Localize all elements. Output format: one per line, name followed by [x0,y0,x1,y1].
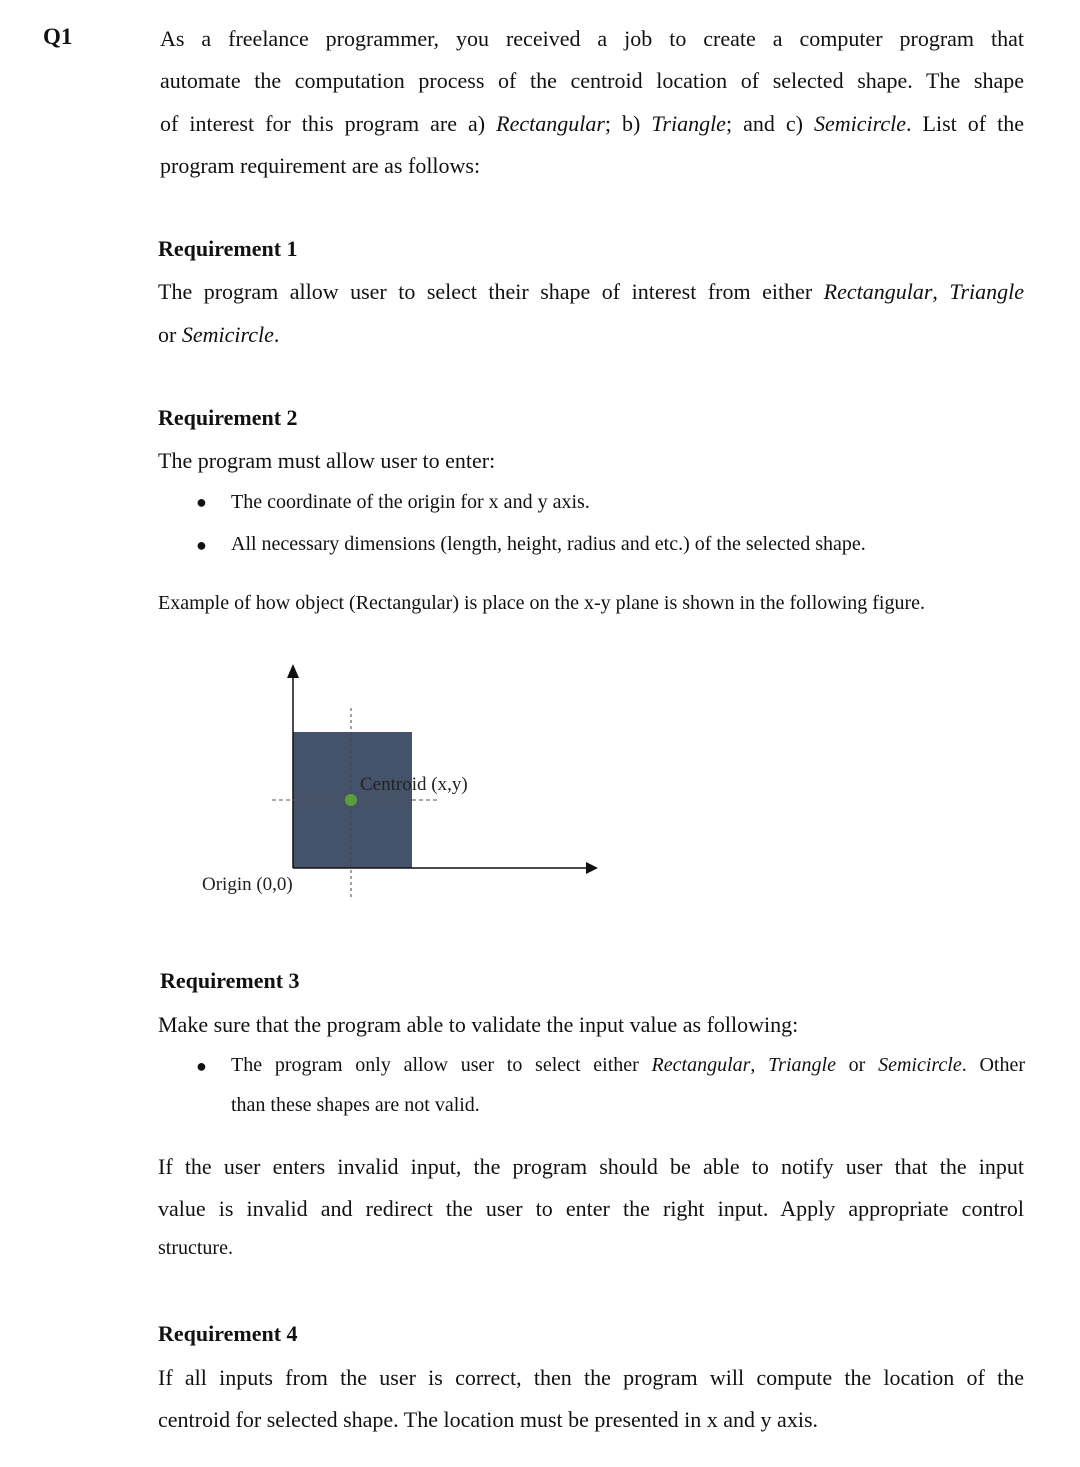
shape-semicircle: Semicircle [813,111,907,136]
figure-intro: Example of how object (Rectangular) is place on the x-y plane is shown in the following figure. [158,592,926,614]
question-number: Q1 [43,24,73,49]
bullet-icon: ● [196,1056,207,1076]
requirement-4-line-2: centroid for selected shape. The location must be presented in x and y axis. [158,1407,818,1432]
intro-line-3: of interest for this program are a) Rectangular; b) Triangle; and c) Semicircle. List of the [160,111,1024,136]
bullet-icon: ● [196,492,207,512]
x-axis-arrow-icon [586,862,598,874]
requirement-3-bullet-line-2: than these shapes are not valid. [231,1094,480,1116]
bullet-icon: ● [196,535,207,555]
requirement-3-para-line-3: structure. [158,1237,233,1259]
origin-label: Origin (0,0) [202,874,293,895]
centroid-label: Centroid (x,y) [360,774,468,795]
requirement-2-bullet-1: The coordinate of the origin for x and y axis. [231,491,590,513]
requirement-4-heading: Requirement 4 [158,1321,298,1346]
requirement-1-line-2: or Semicircle. [158,322,280,347]
requirement-4-line-1: If all inputs from the user is correct, then the program will compute the location of the [158,1365,1024,1390]
centroid-figure [180,650,620,910]
requirement-1-heading: Requirement 1 [158,236,298,261]
shape-rectangular: Rectangular [496,111,605,136]
requirement-3-intro: Make sure that the program able to validate the input value as following: [158,1012,799,1037]
centroid-point [345,794,357,806]
requirement-3-para-line-2: value is invalid and redirect the user to enter the right input. Apply appropriate control [158,1196,1024,1221]
requirement-1-line-1: The program allow user to select their shape of interest from either Rectangular, Triangle [158,279,1024,304]
shape-triangle: Triangle [651,111,726,136]
intro-line-2: automate the computation process of the centroid location of selected shape. The shape [160,68,1024,93]
requirement-3-para-line-1: If the user enters invalid input, the program should be able to notify user that the input [158,1154,1024,1179]
requirement-2-heading: Requirement 2 [158,405,298,430]
y-axis-arrow-icon [287,664,299,678]
requirement-3-bullet-line-1: The program only allow user to select either Rectangular, Triangle or Semicircle. Other [231,1054,1025,1076]
requirement-2-intro: The program must allow user to enter: [158,448,496,473]
requirement-2-bullet-2: All necessary dimensions (length, height, radius and etc.) of the selected shape. [231,533,866,555]
requirement-3-heading: Requirement 3 [160,968,300,993]
intro-line-1: As a freelance programmer, you received a job to create a computer program that [160,26,1024,51]
intro-line-4: program requirement are as follows: [160,153,481,178]
